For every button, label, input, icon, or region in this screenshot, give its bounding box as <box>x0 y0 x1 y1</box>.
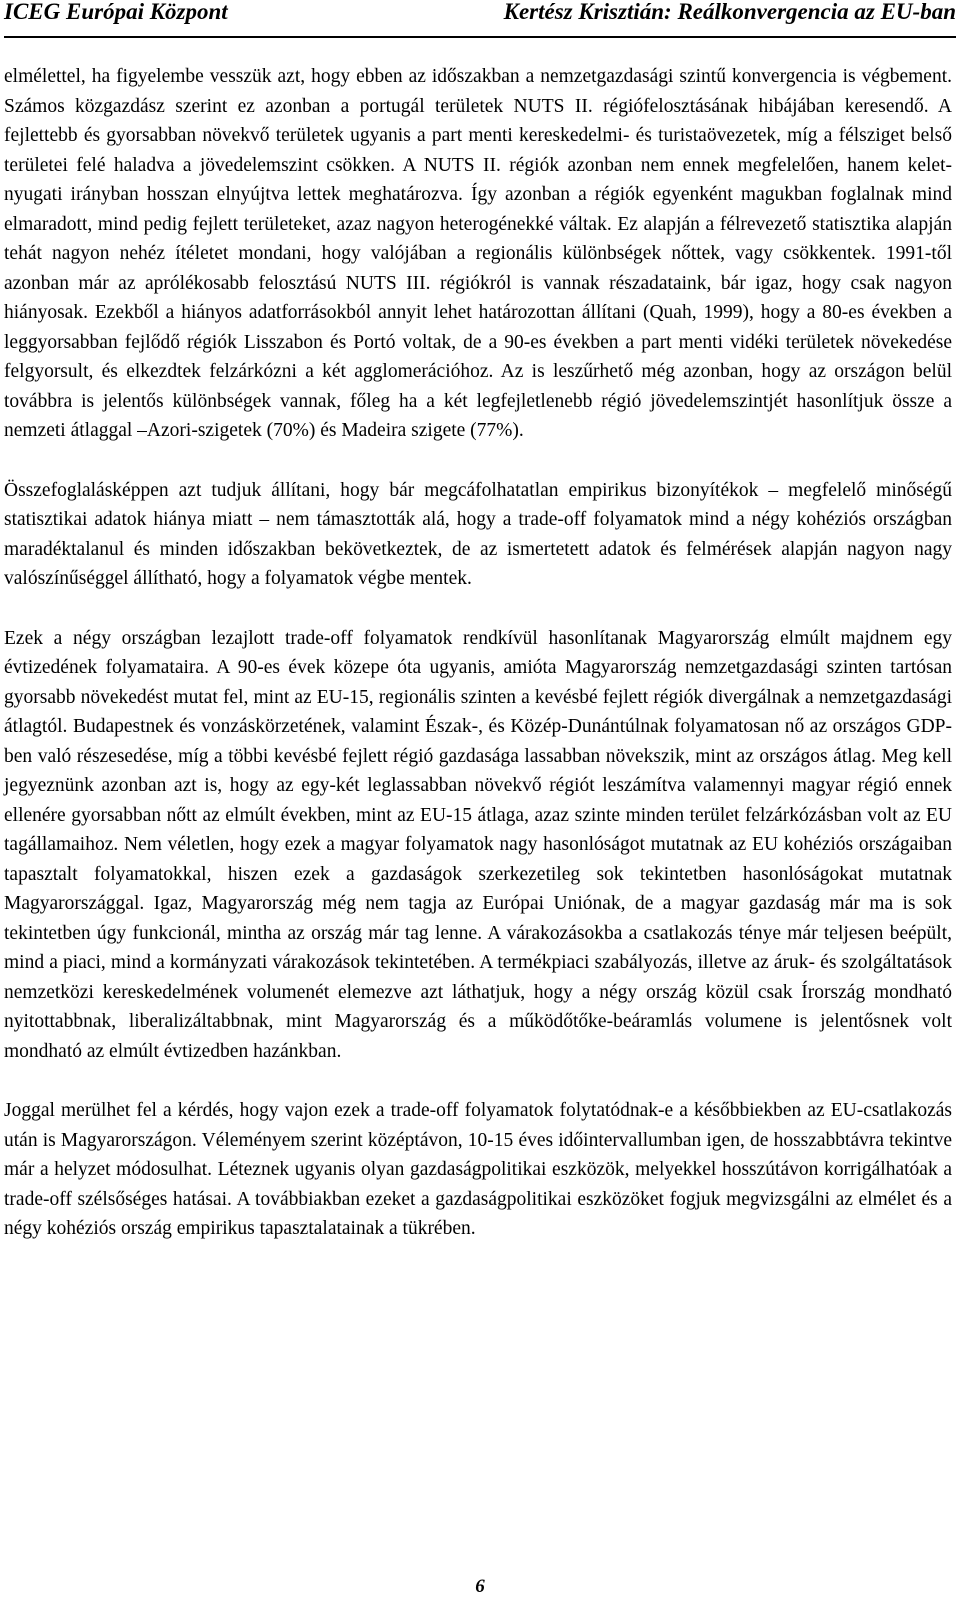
paragraph-summary: Összefoglalásképpen azt tudjuk állítani, hogy bár megcáfolhatatlan empirikus bizonyítékok – megfelelő minőségű statisztikai adatok hiánya miatt – nem támasztották alá, hogy a trade-off folyamatok mind a négy kohéziós országban maradéktalanul és minden időszakban bekövetkeztek, de az ismertetett adatok és felmérések alapján nagyon nagy valószínűséggel állítható, hogy a folyamatok végbe mentek. <box>4 479 952 589</box>
paragraph-portugal-regions: elmélettel, ha figyelembe vesszük azt, hogy ebben az időszakban a nemzetgazdasági szintű konvergencia is végbement. Számos közgazdász szerint ez azonban a portugál területek NUTS II. régiófelosztásának hibájában keresendő. A fejlettebb és gyorsabban növekvő területek ugyanis a part menti kereskedelmi- és turistaövezetek, míg a félsziget belső területei felé haladva a jövedelemszint csökken. A NUTS II. régiók azonban nem ennek megfelelően, hanem kelet-nyugati irányban hosszan elnyújtva lettek meghatározva. Így azonban a régiók egyenként magukban foglalnak mind elmaradott, mind pedig fejlett területeket, azaz nagyon heterogénekké váltak. Ez alapján a félrevezető statisztika alapján tehát nagyon nehéz ítéletet mondani, hogy valójában a regionális különbségek nőttek, vagy csökkentek. 1991-től azonban már az aprólékosabb felosztású NUTS III. régiókról is vannak részadataink, bár igaz, hogy csak nagyon hiányosak. Ezekből a hiányos adatforrásokból annyit lehet határozottan állítani (Quah, 1999), hogy a 80-es években a leggyorsabban fejlődő régiók Lisszabon és Portó voltak, de a 90-es években a part menti vidéki területek növekedése felgyorsult, és elkezdtek felzárkózni a két agglomerációhoz. Az is leszűrhető még azonban, hogy az országon belül továbbra is jelentős különbségek vannak, főleg ha a két legfejletlenebb régió jövedelemszintjét hasonlítjuk össze a nemzeti átlaggal –Azori-szigetek (70%) és Madeira szigete (77%). <box>4 66 952 441</box>
page-header <box>4 0 956 38</box>
paragraph-outlook: Joggal merülhet fel a kérdés, hogy vajon ezek a trade-off folyamatok folytatódnak-e a későbbiekben az EU-csatlakozás után is Magyarországon. Véleményem szerint középtávon, 10-15 éves időintervallumban igen, de hosszabbtávra tekintve már a helyzet módosulhat. Léteznek ugyanis olyan gazdaságpolitikai eszközök, melyekkel hosszútávon korrigálhatóak a trade-off szélsőséges hatásai. A továbbiakban ezeket a gazdaságpolitikai eszközöket fogjuk megvizsgálni az elmélet és a négy kohéziós ország empirikus tapasztalatainak a tükrében. <box>4 1100 952 1239</box>
header-organization: ICEG Európai Központ <box>4 0 228 24</box>
header-author-title: Kertész Krisztián: Reálkonvergencia az EU-ban <box>503 0 956 24</box>
document-body <box>4 62 952 1274</box>
page-number: 6 <box>475 1576 485 1597</box>
paragraph-hungary-comparison: Ezek a négy országban lezajlott trade-off folyamatok rendkívül hasonlítanak Magyarország elmúlt majdnem egy évtizedének folyamataira. A 90-es évek közepe óta ugyanis, amióta Magyarország nemzetgazdasági szinten tartósan gyorsabb növekedést mutat fel, mint az EU-15, regionális szinten a kevésbé fejlett régiók divergálnak a nemzetgazdasági átlagtól. Budapestnek és vonzáskörzetének, valamint Észak-, és Közép-Dunántúlnak folyamatosan nő az országos GDP-ben való részesedése, míg a többi kevésbé fejlett régió gazdasága lassabban növekszik, mint az országos átlag. Meg kell jegyeznünk azonban azt is, hogy az egy-két leglassabban növekvő régiót leszámítva valamennyi magyar régió ennek ellenére gyorsabban nőtt az elmúlt években, mint az EU-15 átlaga, azaz szinte minden terület felzárkózásban volt az EU tagállamaihoz. Nem véletlen, hogy ezek a magyar folyamatok nagy hasonlóságot mutatnak az EU kohéziós országaiban tapasztalt folyamatokkal, hiszen ezek a gazdaságok szerkezetileg sok tekintetben hasonlóságokat mutatnak Magyarországgal. Igaz, Magyarország még nem tagja az Európai Uniónak, de a magyar gazdaság már ma is sok tekintetben úgy funkcionál, mintha az ország már tag lenne. A várakozásokba a csatlakozás ténye már teljesen beépült, mind a piaci, mind a kormányzati várakozások tekintetében. A termékpiaci szabályozás, illetve az áruk- és szolgáltatások nemzetközi kereskedelmének volumenét elemezve azt láthatjuk, hogy a négy ország közül csak Írország mondható nyitottabbnak, liberalizáltabbnak, mint Magyarország és a működőtőke-beáramlás volumene is jelentősnek volt mondható az elmúlt évtizedben hazánkban. <box>4 627 952 1062</box>
